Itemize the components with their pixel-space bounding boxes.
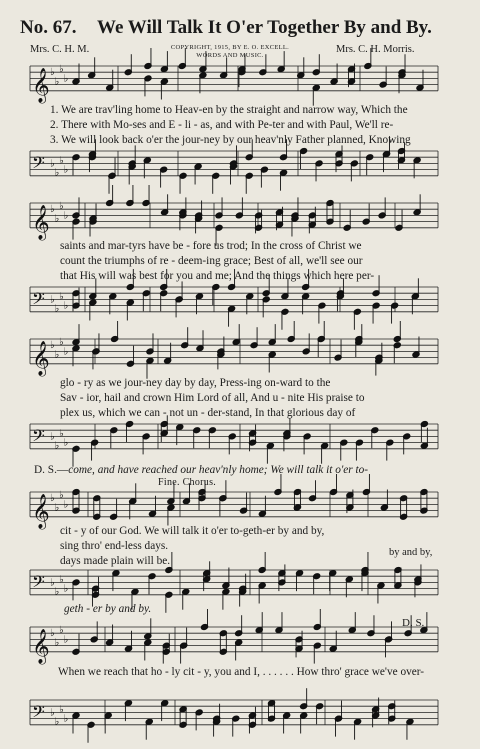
bass-clef-icon: 𝄢 [32, 152, 45, 177]
words-credit: Mrs. C. H. M. [30, 44, 90, 55]
flat-icon: ♭ [63, 583, 69, 595]
flat-icon: ♭ [59, 625, 64, 637]
ds-mark: D. S. [402, 617, 425, 629]
lyric-line-2-1: saints and mar-tyrs have be - fore us trod; In the cross of Christ we [60, 240, 362, 252]
lyric-line-2-3: that His will was best for you and me; And the things which here per- [60, 270, 375, 282]
flat-icon: ♭ [54, 167, 60, 179]
flat-icon: ♭ [54, 502, 60, 514]
flat-icon: ♭ [50, 204, 55, 216]
flat-icon: ♭ [54, 303, 60, 315]
treble-clef-icon: 𝄞 [32, 204, 50, 240]
flat-icon: ♭ [50, 628, 55, 640]
flat-icon: ♭ [63, 346, 69, 358]
lyric-line-3-2: Sav - ior, hail and crown Him Lord of all, And u - nite His praise to [60, 392, 365, 404]
bass-clef-icon: 𝄢 [32, 425, 45, 450]
flat-icon: ♭ [63, 164, 69, 176]
treble-clef-icon: 𝄞 [32, 67, 50, 103]
lyric-line-4-2: sing thro' end-less days. [60, 540, 169, 552]
lyric-line-3-1: glo - ry as we jour-ney day by day, Press-ing on-ward to the [60, 377, 331, 389]
flat-icon: ♭ [50, 577, 55, 589]
flat-icon: ♭ [50, 340, 55, 352]
flat-icon: ♭ [63, 73, 69, 85]
bass-clef-icon: 𝄢 [32, 571, 45, 596]
lyric-line-2-2: count the triumphs of re - deem-ing grace; Best of all, we'll see our [60, 255, 363, 267]
flat-icon: ♭ [59, 291, 64, 303]
lyric-line-1-3: 3. We will look back o'er the jour-ney by our heav'nly Father planned, Knowing [50, 134, 411, 146]
flat-icon: ♭ [59, 574, 64, 586]
flat-icon: ♭ [50, 294, 55, 306]
fine-chorus-label: Fine. Chorus. [158, 477, 217, 488]
flat-icon: ♭ [54, 349, 60, 361]
lyric-line-4-1: cit - y of our God. We will talk it o'er to-geth-er by and by, [60, 525, 325, 537]
flat-icon: ♭ [63, 634, 69, 646]
treble-clef-icon: 𝄞 [32, 340, 50, 376]
bass-clef-icon: 𝄢 [32, 288, 45, 313]
lyric-line-3-3: plex us, which we can - not un - der-stand, In that glorious day of [60, 407, 356, 419]
bass-words-right: by and by, [389, 547, 433, 558]
ds-label: D. S.— [34, 464, 69, 476]
flat-icon: ♭ [63, 210, 69, 222]
lyric-line-5-1: When we reach that ho - ly cit - y, you and I, . . . . . . How thro' grace we've over- [58, 666, 425, 678]
flat-icon: ♭ [63, 300, 69, 312]
flat-icon: ♭ [59, 337, 64, 349]
flat-icon: ♭ [63, 499, 69, 511]
flat-icon: ♭ [59, 201, 64, 213]
flat-icon: ♭ [54, 586, 60, 598]
flat-icon: ♭ [54, 213, 60, 225]
flat-icon: ♭ [59, 490, 64, 502]
treble-clef-icon: 𝄞 [32, 628, 50, 664]
hymn-number: No. 67. [20, 17, 77, 38]
flat-icon: ♭ [59, 64, 64, 76]
ds-line [34, 464, 368, 476]
lyric-line-1-2: 2. There with Mo-ses and E - li - as, and with Pe-ter and with Paul, We'll re- [50, 119, 394, 131]
flat-icon: ♭ [50, 707, 55, 719]
copyright-line-1: COPYRIGHT, 1915, BY E. O. EXCELL. [170, 44, 290, 51]
music-credit: Mrs. C. H. Morris. [336, 44, 415, 55]
flat-icon: ♭ [54, 76, 60, 88]
lyric-line-1-1: 1. We are trav'ling home to Heav-en by the straight and narrow way, Which the [50, 104, 408, 116]
flat-icon: ♭ [50, 158, 55, 170]
flat-icon: ♭ [50, 67, 55, 79]
treble-clef-icon: 𝄞 [32, 493, 50, 529]
flat-icon: ♭ [50, 493, 55, 505]
flat-icon: ♭ [63, 437, 69, 449]
flat-icon: ♭ [63, 713, 69, 725]
flat-icon: ♭ [54, 440, 60, 452]
flat-icon: ♭ [59, 155, 64, 167]
flat-icon: ♭ [59, 704, 64, 716]
bass-clef-icon: 𝄢 [32, 701, 45, 726]
flat-icon: ♭ [50, 431, 55, 443]
copyright-line-2: WORDS AND MUSIC. [196, 52, 264, 59]
bass-words-below: geth - er by and by. [64, 603, 152, 615]
flat-icon: ♭ [59, 428, 64, 440]
lyric-line-4-3: days made plain will be. [60, 555, 171, 567]
hymn-title: We Will Talk It O'er Together By and By. [97, 17, 432, 38]
flat-icon: ♭ [54, 637, 60, 649]
flat-icon: ♭ [54, 716, 60, 728]
ds-text: come, and have reached our heav'nly home; We will talk it o'er to- [68, 464, 369, 476]
